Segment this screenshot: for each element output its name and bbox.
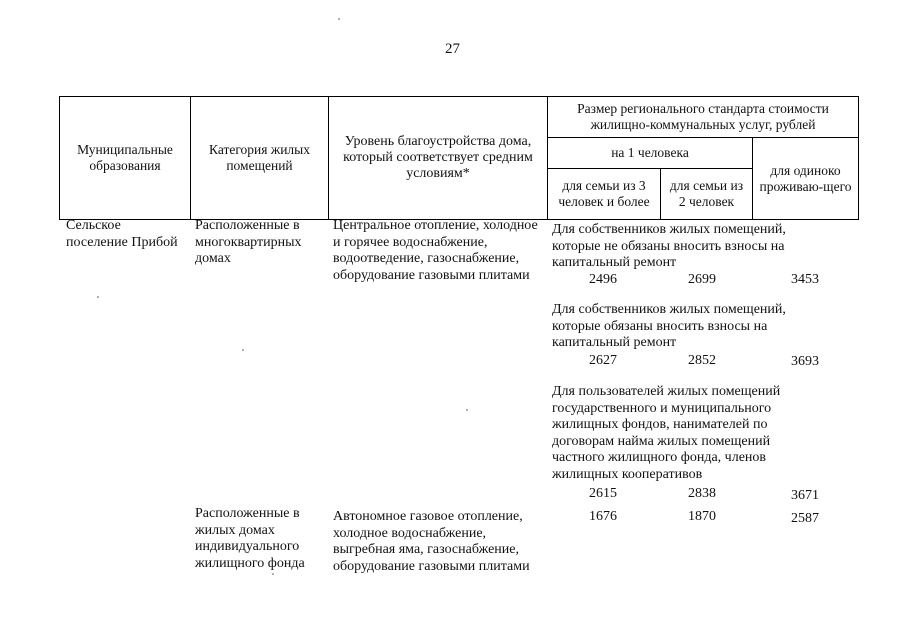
value-users-family2: 2838 — [688, 486, 716, 501]
page-number: 27 — [445, 41, 460, 57]
value-owners-contribution-family3: 2627 — [589, 353, 617, 368]
header-family-2: для семьи из 2 человек — [660, 168, 752, 220]
level-private-houses: Автономное газовое отопление, холодное водоснабжение, выгребная яма, газоснабжение, оборудование газовыми плитами — [333, 509, 530, 574]
value-owners-no-contribution-family2: 2699 — [688, 272, 716, 287]
header-single: для одиноко проживаю-щего — [752, 137, 859, 220]
municipality-name: Сельское поселение Прибой — [66, 218, 178, 250]
group-owners-no-contribution-label: Для собственников жилых помещений, которые не обязаны вносить взносы на капитальный ремонт — [552, 222, 786, 270]
scan-speck — [466, 409, 468, 411]
header-family-3: для семьи из 3 человек и более — [547, 168, 660, 220]
value-users-family3: 2615 — [589, 486, 617, 501]
scan-speck — [272, 573, 274, 575]
value-owners-no-contribution-family3: 2496 — [589, 272, 617, 287]
value-private-family3: 1676 — [589, 509, 617, 524]
category-apartments: Расположенные в многоквартирных домах — [195, 218, 302, 266]
header-per-person: на 1 человека — [547, 137, 752, 168]
group-owners-contribution-label: Для собственников жилых помещений, которые обязаны вносить взносы на капитальный ремонт — [552, 302, 786, 350]
header-municipalities: Муниципальные образования — [59, 96, 190, 220]
value-private-family2: 1870 — [688, 509, 716, 524]
header-improvement-level: Уровень благоустройства дома, который соответствует средним условиям* — [328, 96, 547, 220]
group-users-label: Для пользователей жилых помещений государственного и муниципального жилищных фондов, нанимателей по договорам найма жилых помещений частного жилищного фонда, членов жилищных кооперативов — [552, 384, 781, 482]
value-private-single: 2587 — [791, 511, 819, 526]
category-private-houses: Расположенные в жилых домах индивидуального жилищного фонда — [195, 506, 305, 571]
level-apartments: Центральное отопление, холодное и горячее водоснабжение, водоотведение, газоснабжение, оборудование газовыми плитами — [333, 218, 538, 283]
header-standard-size: Размер регионального стандарта стоимости жилищно-коммунальных услуг, рублей — [547, 96, 859, 137]
value-owners-no-contribution-single: 3453 — [791, 272, 819, 287]
scan-speck — [338, 18, 340, 20]
header-category: Категория жилых помещений — [190, 96, 328, 220]
scan-speck — [242, 349, 244, 351]
value-owners-contribution-family2: 2852 — [688, 353, 716, 368]
scan-speck — [97, 296, 99, 298]
value-owners-contribution-single: 3693 — [791, 354, 819, 369]
value-users-single: 3671 — [791, 488, 819, 503]
